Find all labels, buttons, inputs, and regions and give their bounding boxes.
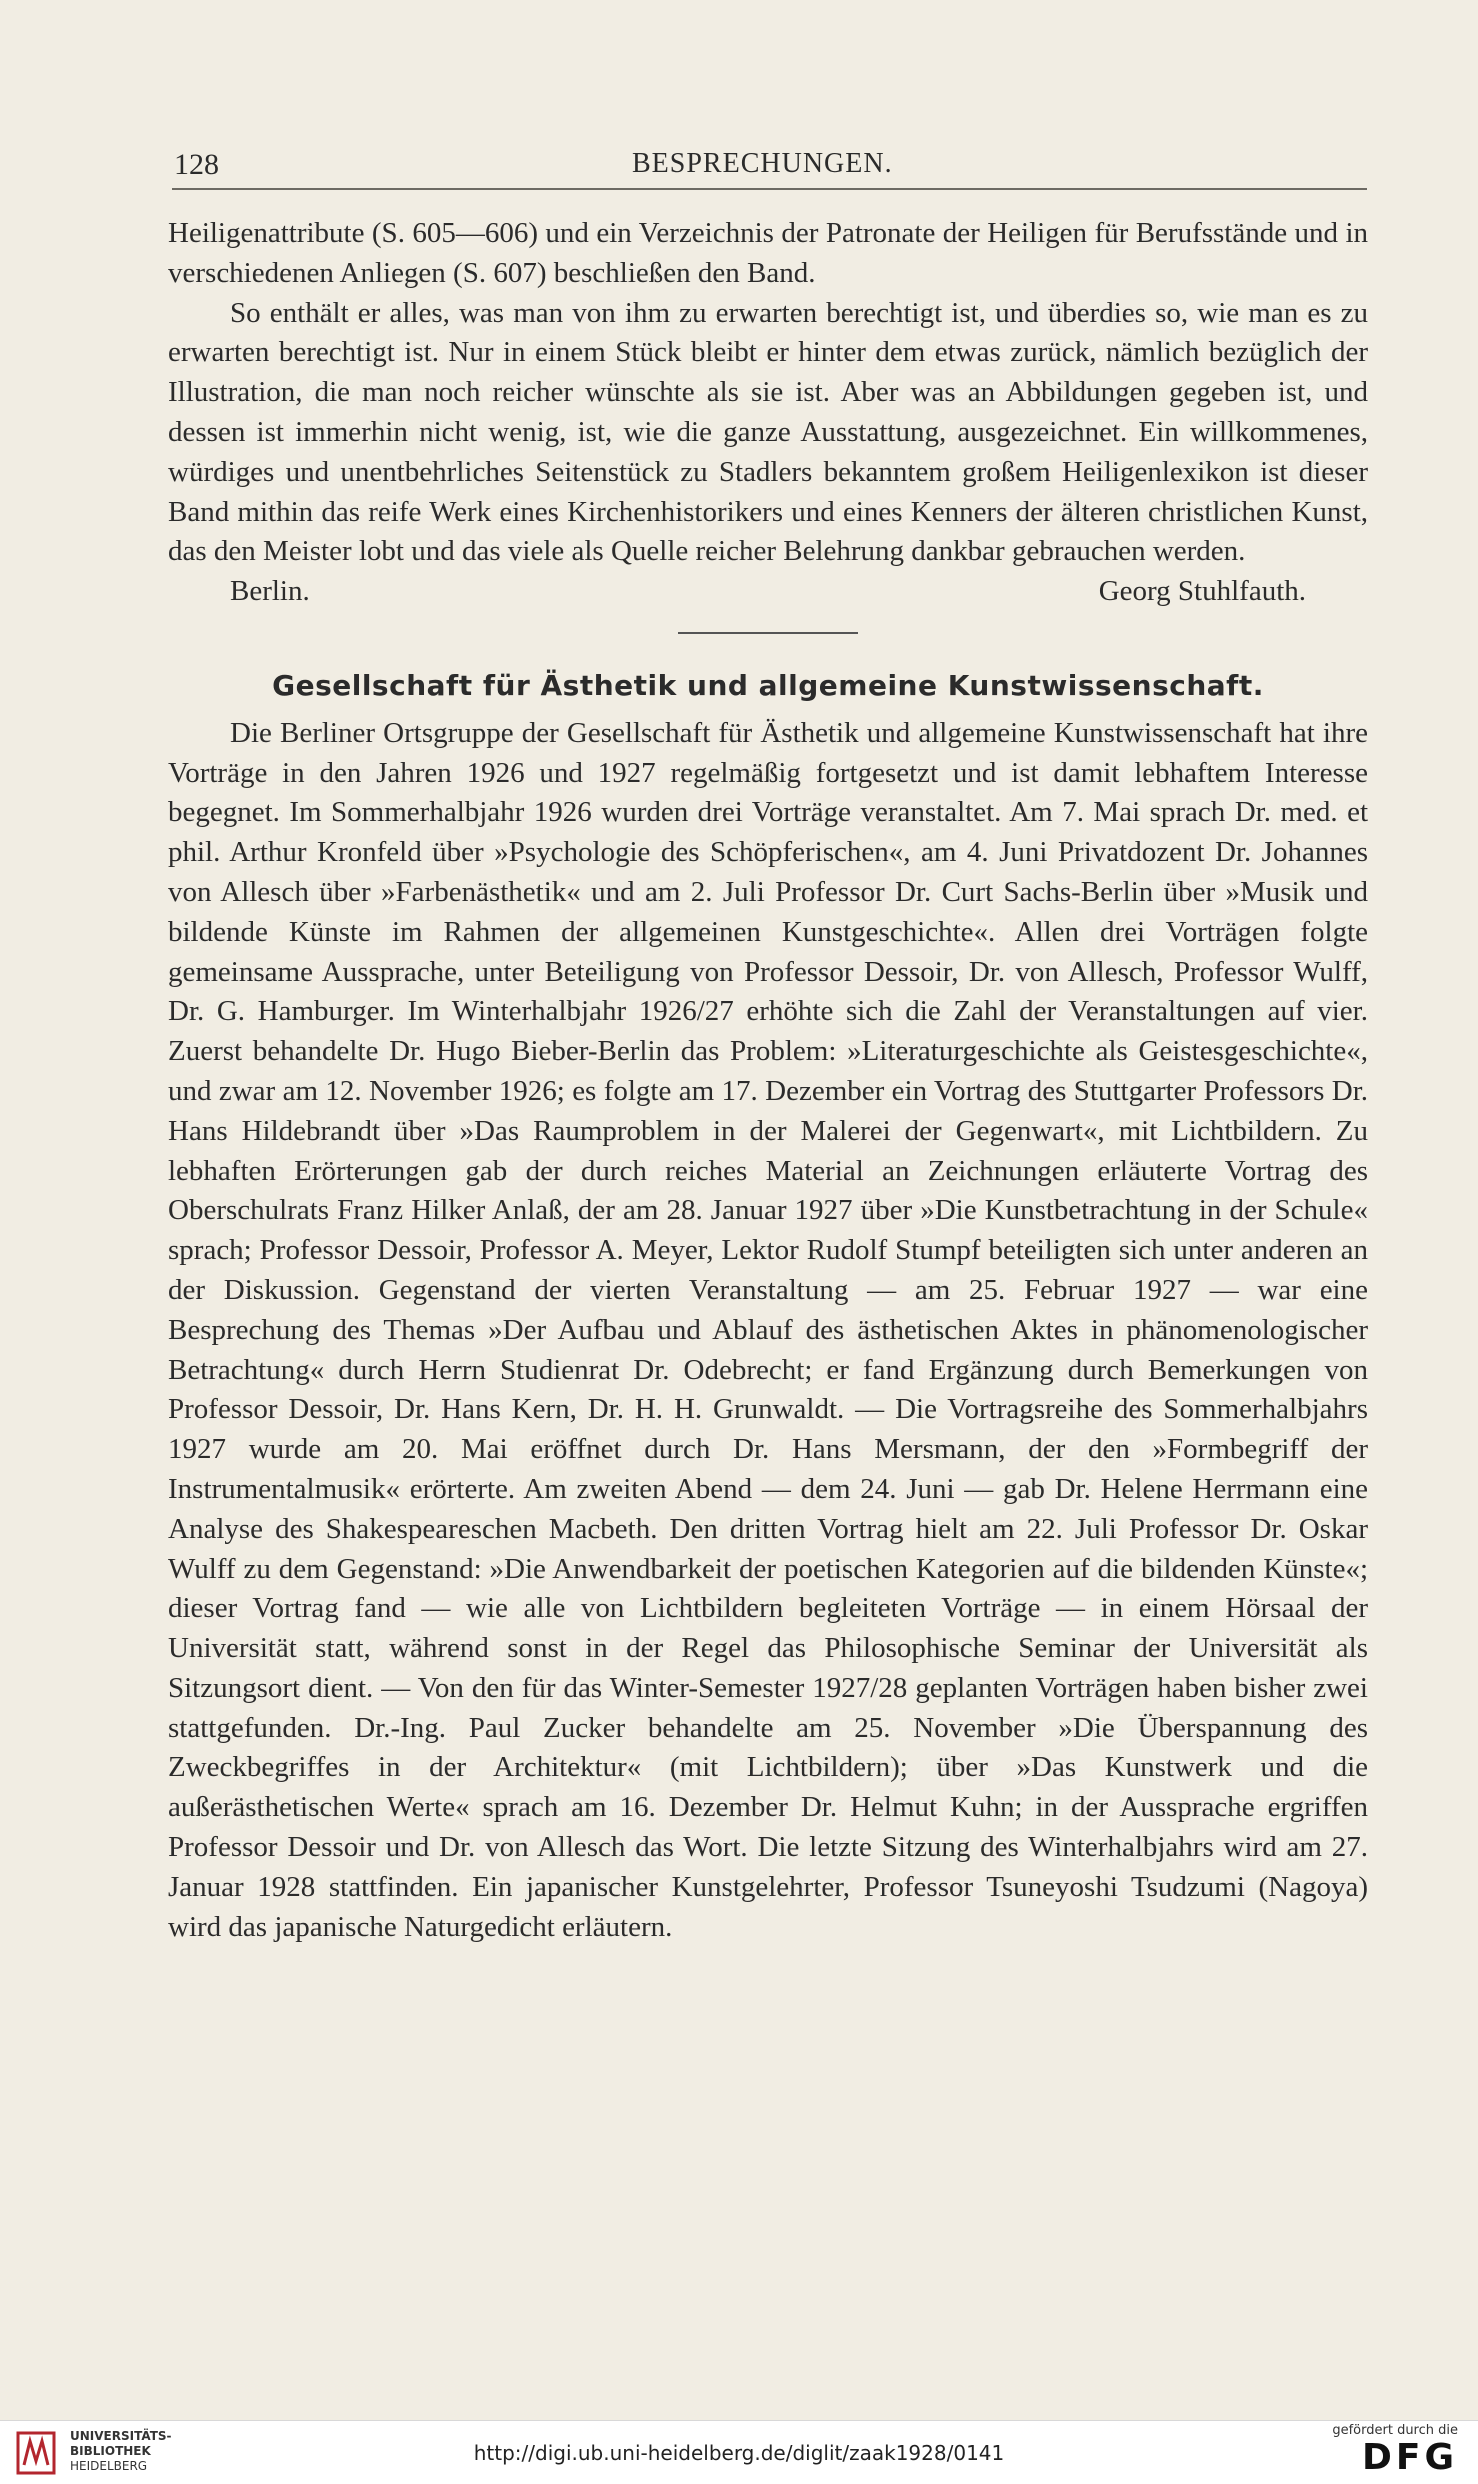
section-paragraph: Die Berliner Ortsgruppe der Gesellschaft für Ästhetik und allgemeine Kunstwissenschaft hat ihre Vorträge in den Jahren 1926 und 1927 regelmäßig fortgesetzt und ist damit lebhaftem Interesse begegnet. Im Sommerhalbjahr 1926 wurden drei Vorträge veranstaltet. Am 7. Mai sprach Dr. med. et phil. Arthur Kronfeld über »Psychologie des Schöpferischen«, am 4. Juni Privatdozent Dr. Johannes von Allesch über »Farbenästhetik« und am 2. Juli Professor Dr. Curt Sachs-Berlin über »Musik und bildende Künste im Rahmen der allgemeinen Kunstgeschichte«. Allen drei Vorträgen folgte gemeinsame Aussprache, unter Beteiligung von Professor Dessoir, Dr. von Allesch, Professor Wulff, Dr. G. Hamburger. Im Winterhalbjahr 1926/27 erhöhte sich die Zahl der Veranstaltungen auf vier. Zuerst behandelte Dr. Hugo Bieber-Berlin das Problem: »Literaturgeschichte als Geistesgeschichte«, und zwar am 12. November 1926; es folgte am 17. Dezember ein Vortrag des Stuttgarter Professors Dr. Hans Hildebrandt über »Das Raumproblem in der Malerei der Gegenwart«, mit Lichtbildern. Zu lebhaften Erörterungen gab der durch reiches Material an Zeichnungen erläuterte Vortrag des Oberschulrats Franz Hilker Anlaß, der am 28. Januar 1927 über »Die Kunstbetrachtung in der Schule« sprach; Professor Dessoir, Professor A. Meyer, Lektor Rudolf Stumpf beteiligten sich unter anderen an der Diskussion. Gegenstand der vierten Veranstaltung — am 25. Februar 1927 — war eine Besprechung des Themas »Der Aufbau und Ablauf des ästhetischen Aktes in phänomenologischer Betrachtung« durch Herrn Studienrat Dr. Odebrecht; er fand Ergänzung durch Bemerkungen von Professor Dessoir, Dr. Hans Kern, Dr. H. H. Grunwaldt. — Die Vortragsreihe des Sommerhalbjahrs 1927 wurde am 20. Mai eröffnet durch Dr. Hans Mersmann, der den »Formbegriff der Instrumentalmusik« erörterte. Am zweiten Abend — dem 24. Juni — gab Dr. Helene Herrmann eine Analyse des Shakespeareschen Macbeth. Den dritten Vortrag hielt am 22. Juli Professor Dr. Oskar Wulff zu dem Gegenstand: »Die Anwendbarkeit der poetischen Kategorien auf die bildenden Künste«; dieser Vortrag fand — wie alle von Lichtbildern begleiteten Vorträge — in einem Hörsaal der Universität statt, während sonst in der Regel das Philosophische Seminar der Universität als Sitzungsort dient. — Von den für das Winter-Semester 1927/28 geplanten Vorträgen haben bisher zwei stattgefunden. Dr.-Ing. Paul Zucker behandelte am 25. November »Die Überspannung des Zweckbegriffes in der Architektur« (mit Lichtbildern); über »Das Kunstwerk und die außerästhetischen Werte« sprach am 16. Dezember Dr. Helmut Kuhn; in der Aussprache ergriffen Professor Dessoir und Dr. von Allesch das Wort. Die letzte Sitzung des Winterhalbjahrs wird am 27. Januar 1928 stattfinden. Ein japanischer Kunstgelehrter, Professor Tsuneyoshi Tsudzumi (Nagoya) wird das japanische Naturgedicht erläutern. bbox=[168, 716, 1368, 1943]
library-name-line3: HEIDELBERG bbox=[70, 2459, 148, 2473]
permalink-url[interactable]: http://digi.ub.uni-heidelberg.de/diglit/zaak1928/0141 bbox=[473, 2441, 1005, 2465]
section-heading: Gesellschaft für Ästhetik und allgemeine Kunstwissenschaft. bbox=[272, 668, 1264, 702]
signature-place: Berlin. bbox=[230, 575, 310, 608]
library-name-line2: BIBLIOTHEK bbox=[70, 2444, 151, 2458]
funded-by-label: gefördert durch die bbox=[1332, 2423, 1458, 2438]
signature-author: Georg Stuhlfauth. bbox=[1098, 575, 1306, 608]
review-signature bbox=[168, 572, 1368, 612]
review-paragraph-2: So enthält er alles, was man von ihm zu erwarten berechtigt ist, und überdies so, wie man es zu erwarten berechtigt ist. Nur in einem Stück bleibt er hinter dem etwas zurück, nämlich bezüglich der Illustration, die man noch reicher wünschte als sie ist. Aber was an Abbildungen gegeben ist, und dessen ist immerhin nicht wenig, ist, wie die ganze Ausstattung, ausgezeichnet. Ein willkommenes, würdiges und unentbehrliches Seitenstück zu Stadlers bekanntem großem Heiligenlexikon ist dieser Band mithin das reife Werk eines Kirchenhistorikers und eines Kenners der älteren christlichen Kunst, das den Meister lobt und das viele als Quelle reicher Belehrung dankbar gebrauchen werden. bbox=[168, 296, 1368, 568]
funder-credit bbox=[1332, 2423, 1458, 2478]
running-title: BESPRECHUNGEN. bbox=[632, 148, 893, 179]
review-paragraph-1: Heiligenattribute (S. 605—606) und ein Verzeichnis der Patronate der Heiligen für Berufsstände und in verschiedenen Anliegen (S. 607) beschließen den Band. bbox=[168, 217, 1368, 289]
dfg-logo: DFG bbox=[1361, 2437, 1458, 2478]
library-name-line1: UNIVERSITÄTS- bbox=[70, 2429, 172, 2443]
page-header bbox=[172, 142, 1367, 190]
viewer-footer bbox=[0, 2420, 1478, 2484]
page-number: 128 bbox=[174, 148, 219, 181]
page-body bbox=[168, 214, 1368, 1947]
section-divider bbox=[678, 632, 858, 634]
